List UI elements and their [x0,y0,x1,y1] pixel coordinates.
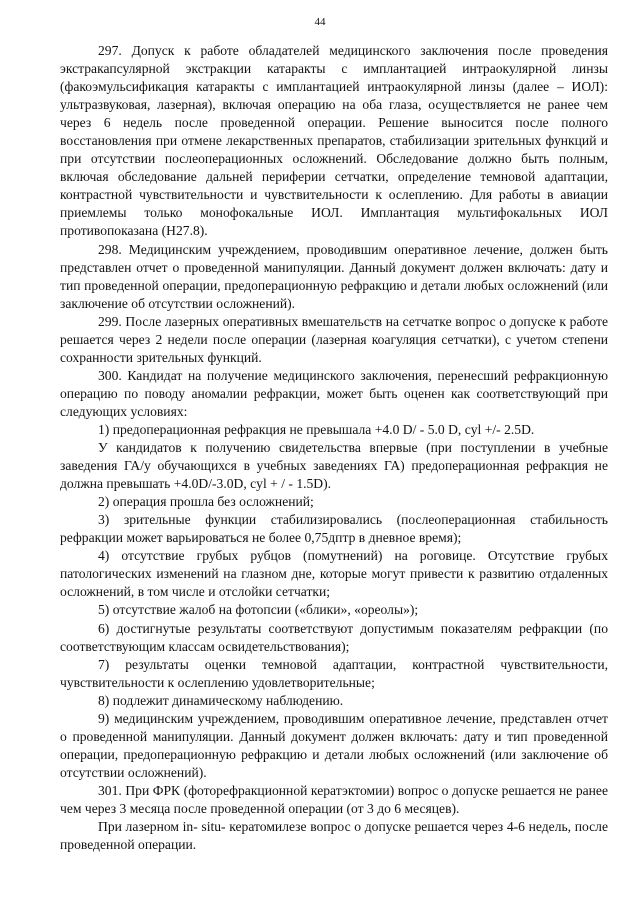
condition-item-6: 6) достигнутые результаты соответствуют допустимым показателям рефракции (по соответствующим классам освидетельствования); [60,620,608,654]
condition-item-1: 1) предоперационная рефракция не превышала +4.0 D/ - 5.0 D, cyl +/- 2.5D. [98,421,535,437]
paragraph-301: 301. При ФРК (фоторефракционной кератэктомии) вопрос о допуске решается не ранее чем через 3 месяца после проведенной операции (от 3 до 6 месяцев). [60,782,608,816]
paragraph-300: 300. Кандидат на получение медицинского заключения, перенесший рефракционную операцию по поводу аномалии рефракции, может быть оценен как соответствующий при следующих условиях: [60,367,608,419]
page-number: 44 [314,16,326,28]
condition-item-3: 3) зрительные функции стабилизировались (послеоперационная стабильность рефракции может варьироваться не более 0,75дптр в дневное время); [60,512,608,546]
condition-item-2: 2) операция прошла без осложнений; [98,494,314,510]
condition-item-4: 4) отсутствие грубых рубцов (помутнений) на роговице. Отсутствие грубых патологических изменений на глазном дне, которые могут привести к развитию отдаленных осложнений, в том числе и отслойки сетчатки; [60,548,608,600]
condition-item-5: 5) отсутствие жалоб на фотопсии («блики», «ореолы»); [98,602,419,618]
condition-item-8: 8) подлежит динамическому наблюдению. [98,692,344,708]
condition-item-7: 7) результаты оценки темновой адаптации, контрастной чувствительности, чувствительности к ослеплению удовлетворительные; [60,656,608,690]
condition-note-first-certificate: У кандидатов к получению свидетельства впервые (при поступлении в учебные заведения ГА/у обучающихся в учебных заведениях ГА) предоперационная рефракция не должна превышать +4.0D/-3.0D, cyl + / - 1.5D). [60,440,608,492]
paragraph-297: 297. Допуск к работе обладателей медицинского заключения после проведения экстракапсулярной экстракции катаракты с имплантацией интраокулярной линзы (факоэмульсификация катаракты с имплантацией интраокулярной линзы (далее – ИОЛ): ультразвуковая, лазерная), включая операцию на оба глаза, осуществляется не ранее чем через 6 недель после проведенной операции. Решение выносится после полного восстановления при отмене лекарственных препаратов, стабилизации зрительных функций и при отсутствии послеоперационных осложнений. Обследование должно быть полным, включая обследование дальней периферии сетчатки, определение темновой адаптации, контрастной чувствительности и чувствительности к ослеплению. Для работы в авиации приемлемы только монофокальные ИОЛ. Имплантация мультифокальных ИОЛ противопоказана (H27.8). [60,43,608,239]
paragraph-lasik: При лазерном in- situ- кератомилезе вопрос о допуске решается через 4-6 недель, после проведенной операции. [60,819,608,853]
paragraph-299: 299. После лазерных оперативных вмешательств на сетчатке вопрос о допуске к работе решается через 2 недели после операции (лазерная коагуляция сетчатки), с учетом степени сохранности зрительных функций. [60,313,608,365]
document-body [60,42,608,854]
paragraph-298: 298. Медицинским учреждением, проводившим оперативное лечение, должен быть представлен отчет о проведенной манипуляции. Данный документ должен включать: дату и тип проведенной операции, предоперационную рефракцию и детали любых осложнений (или заключение об отсутствии осложнений). [60,241,608,311]
condition-item-9: 9) медицинским учреждением, проводившим оперативное лечение, представлен отчет о проведенной манипуляции. Данный документ должен включать: дату и тип проведенной операции, предоперационную рефракцию и детали любых осложнений (или заключение об отсутствии осложнений). [60,710,608,780]
